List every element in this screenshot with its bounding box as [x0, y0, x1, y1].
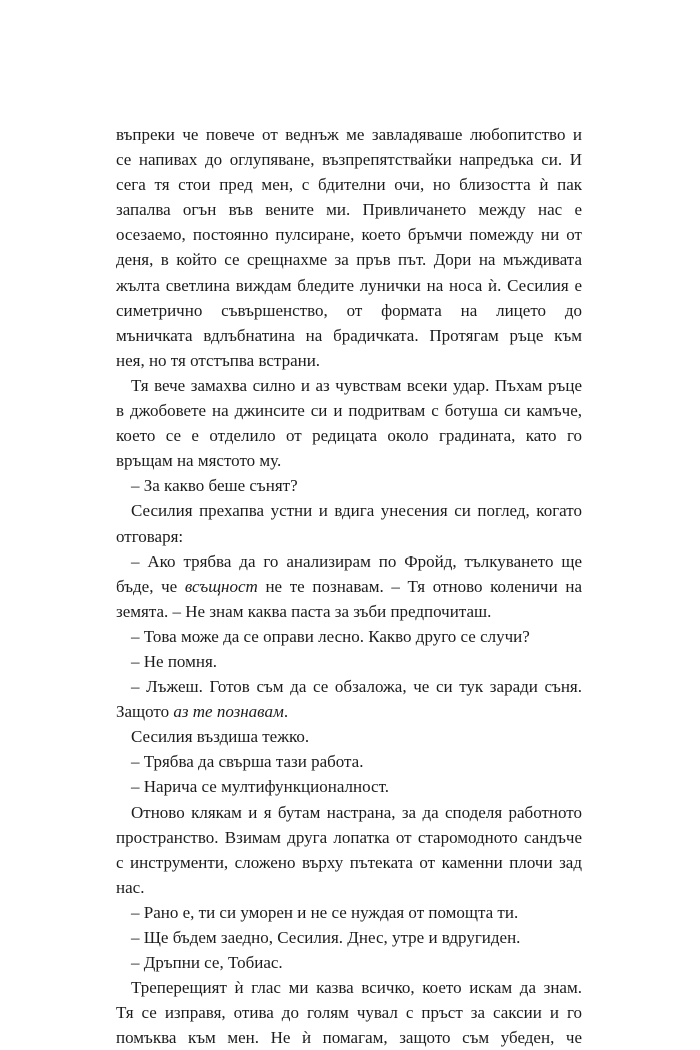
text-line: – Дръпни се, Тобиас.	[131, 953, 283, 973]
text-line: което се е отделило от редицата около градината, като го	[116, 426, 582, 446]
text-line: Тя се изправя, отива до голям чувал с пръст за саксии и го	[116, 1003, 582, 1023]
italic-phrase: всъщност	[184, 576, 258, 596]
text-line: Сесилия въздиша тежко.	[131, 727, 310, 747]
text-line: връщам на мястото му.	[116, 451, 282, 471]
text-line: в джобовете на джинсите си и подритвам с ботуша си камъче,	[116, 401, 582, 421]
text-span: – Ако трябва да го анализирам по Фройд, тълкуването ще	[131, 551, 582, 571]
text-line: – Лъжеш. Готов съм да се обзаложа, че си тук заради съня.	[131, 677, 582, 697]
text-line: – За какво беше сънят?	[131, 476, 298, 496]
text-span: Защото	[116, 702, 174, 722]
text-line: запалва огън във вените ми. Привличането между нас е	[116, 200, 582, 220]
text-line: пространство. Взимам друга лопатка от старомодното сандъче	[116, 827, 582, 847]
text-line: жълта светлина виждам бледите лунички на носа ѝ. Сесилия е	[116, 275, 582, 295]
text-line: – Рано е, ти си уморен и не се нуждая от помощта ти.	[131, 902, 519, 922]
text-line: Треперещият ѝ глас ми казва всичко, което искам да знам.	[131, 978, 582, 998]
text-line: земята. – Не знам каква паста за зъби предпочиташ.	[116, 601, 492, 621]
text-line: Отново клякам и я бутам настрана, за да споделя работното	[131, 802, 582, 822]
text-line: – Нарича се мултифункционалност.	[131, 777, 389, 797]
text-line: – Трябва да свърша тази работа.	[131, 752, 364, 772]
text-line: се напивах до оглупяване, възпрепятствайки напредъка си. И	[116, 150, 582, 170]
text-line: мъничката вдлъбнатина на брадичката. Протягам ръце към	[116, 325, 582, 345]
text-line: отговаря:	[116, 526, 184, 546]
text-line: нея, но тя отстъпва встрани.	[116, 350, 321, 370]
text-line: нас.	[116, 877, 145, 897]
text-line: помъква към мен. Не ѝ помагам, защото съм убеден, че	[116, 1028, 582, 1048]
text-line: с инструменти, сложено върху пътеката от каменни плочи зад	[116, 852, 582, 872]
text-line: симетрично съвършенство, от формата на лицето до	[116, 300, 582, 320]
text-span: бъде, че	[116, 576, 185, 596]
text-span: не те познавам. – Тя отново коленичи на	[257, 576, 582, 596]
text-line: сега тя стои пред мен, с бдителни очи, но близостта ѝ пак	[116, 175, 582, 195]
text-line: осезаемо, постоянно пулсиране, което бръмчи помежду ни от	[116, 225, 582, 245]
text-line	[116, 574, 582, 599]
text-line	[116, 699, 582, 724]
text-line: – Това може да се оправи лесно. Какво друго се случи?	[131, 626, 530, 646]
text-line: Сесилия прехапва устни и вдига унесения си поглед, когато	[131, 501, 582, 521]
text-span: .	[283, 702, 289, 722]
text-line	[116, 549, 582, 574]
text-line: – Ще бъдем заедно, Сесилия. Днес, утре и вдругиден.	[131, 928, 521, 947]
text-line: въпреки че повече от веднъж ме завладяваше любопитство и	[116, 125, 582, 144]
body-text	[116, 122, 582, 1050]
text-line: Тя вече замахва силно и аз чувствам всеки удар. Пъхам ръце	[131, 375, 582, 395]
italic-phrase: аз те познавам	[173, 702, 284, 722]
text-line: – Не помня.	[131, 651, 218, 671]
text-line: деня, в който се срещнахме за пръв път. Дори на мъждивата	[116, 250, 582, 270]
